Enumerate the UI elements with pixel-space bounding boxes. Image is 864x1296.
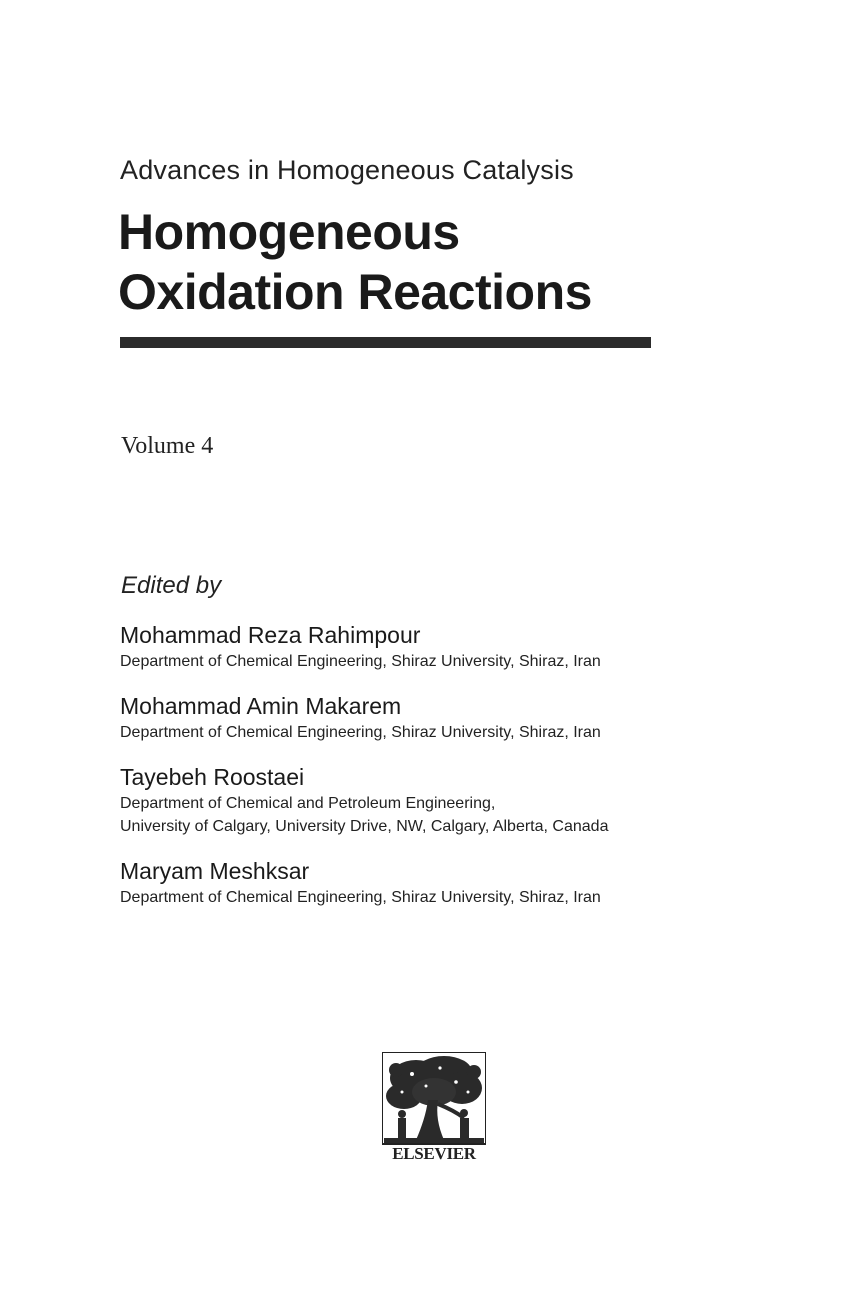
publisher-logo-text: ELSEVIER xyxy=(392,1144,476,1163)
editor-name: Mohammad Amin Makarem xyxy=(120,693,402,719)
series-title: Advances in Homogeneous Catalysis xyxy=(120,155,574,185)
editor-entry xyxy=(120,691,840,744)
editor-affiliation: Department of Chemical Engineering, Shiraz University, Shiraz, Iran xyxy=(120,889,601,906)
volume-label: Volume 4 xyxy=(121,433,214,459)
book-title-line1: Homogeneous xyxy=(118,204,460,260)
editor-affiliation: University of Calgary, University Drive, NW, Calgary, Alberta, Canada xyxy=(120,818,609,835)
editor-name: Maryam Meshksar xyxy=(120,858,310,884)
book-title-line2: Oxidation Reactions xyxy=(118,264,592,320)
editor-affiliation: Department of Chemical Engineering, Shiraz University, Shiraz, Iran xyxy=(120,724,601,741)
editor-entry xyxy=(120,620,840,673)
editor-name: Mohammad Reza Rahimpour xyxy=(120,622,421,648)
editor-name: Tayebeh Roostaei xyxy=(120,764,305,790)
book-title xyxy=(118,202,592,322)
editor-affiliation: Department of Chemical and Petroleum Engineering, xyxy=(120,795,496,812)
editors-list xyxy=(120,620,840,927)
editor-entry xyxy=(120,762,840,838)
editor-entry xyxy=(120,856,840,909)
edited-by-label: Edited by xyxy=(121,572,222,599)
editor-affiliation: Department of Chemical Engineering, Shiraz University, Shiraz, Iran xyxy=(120,653,601,670)
title-rule xyxy=(120,337,651,348)
